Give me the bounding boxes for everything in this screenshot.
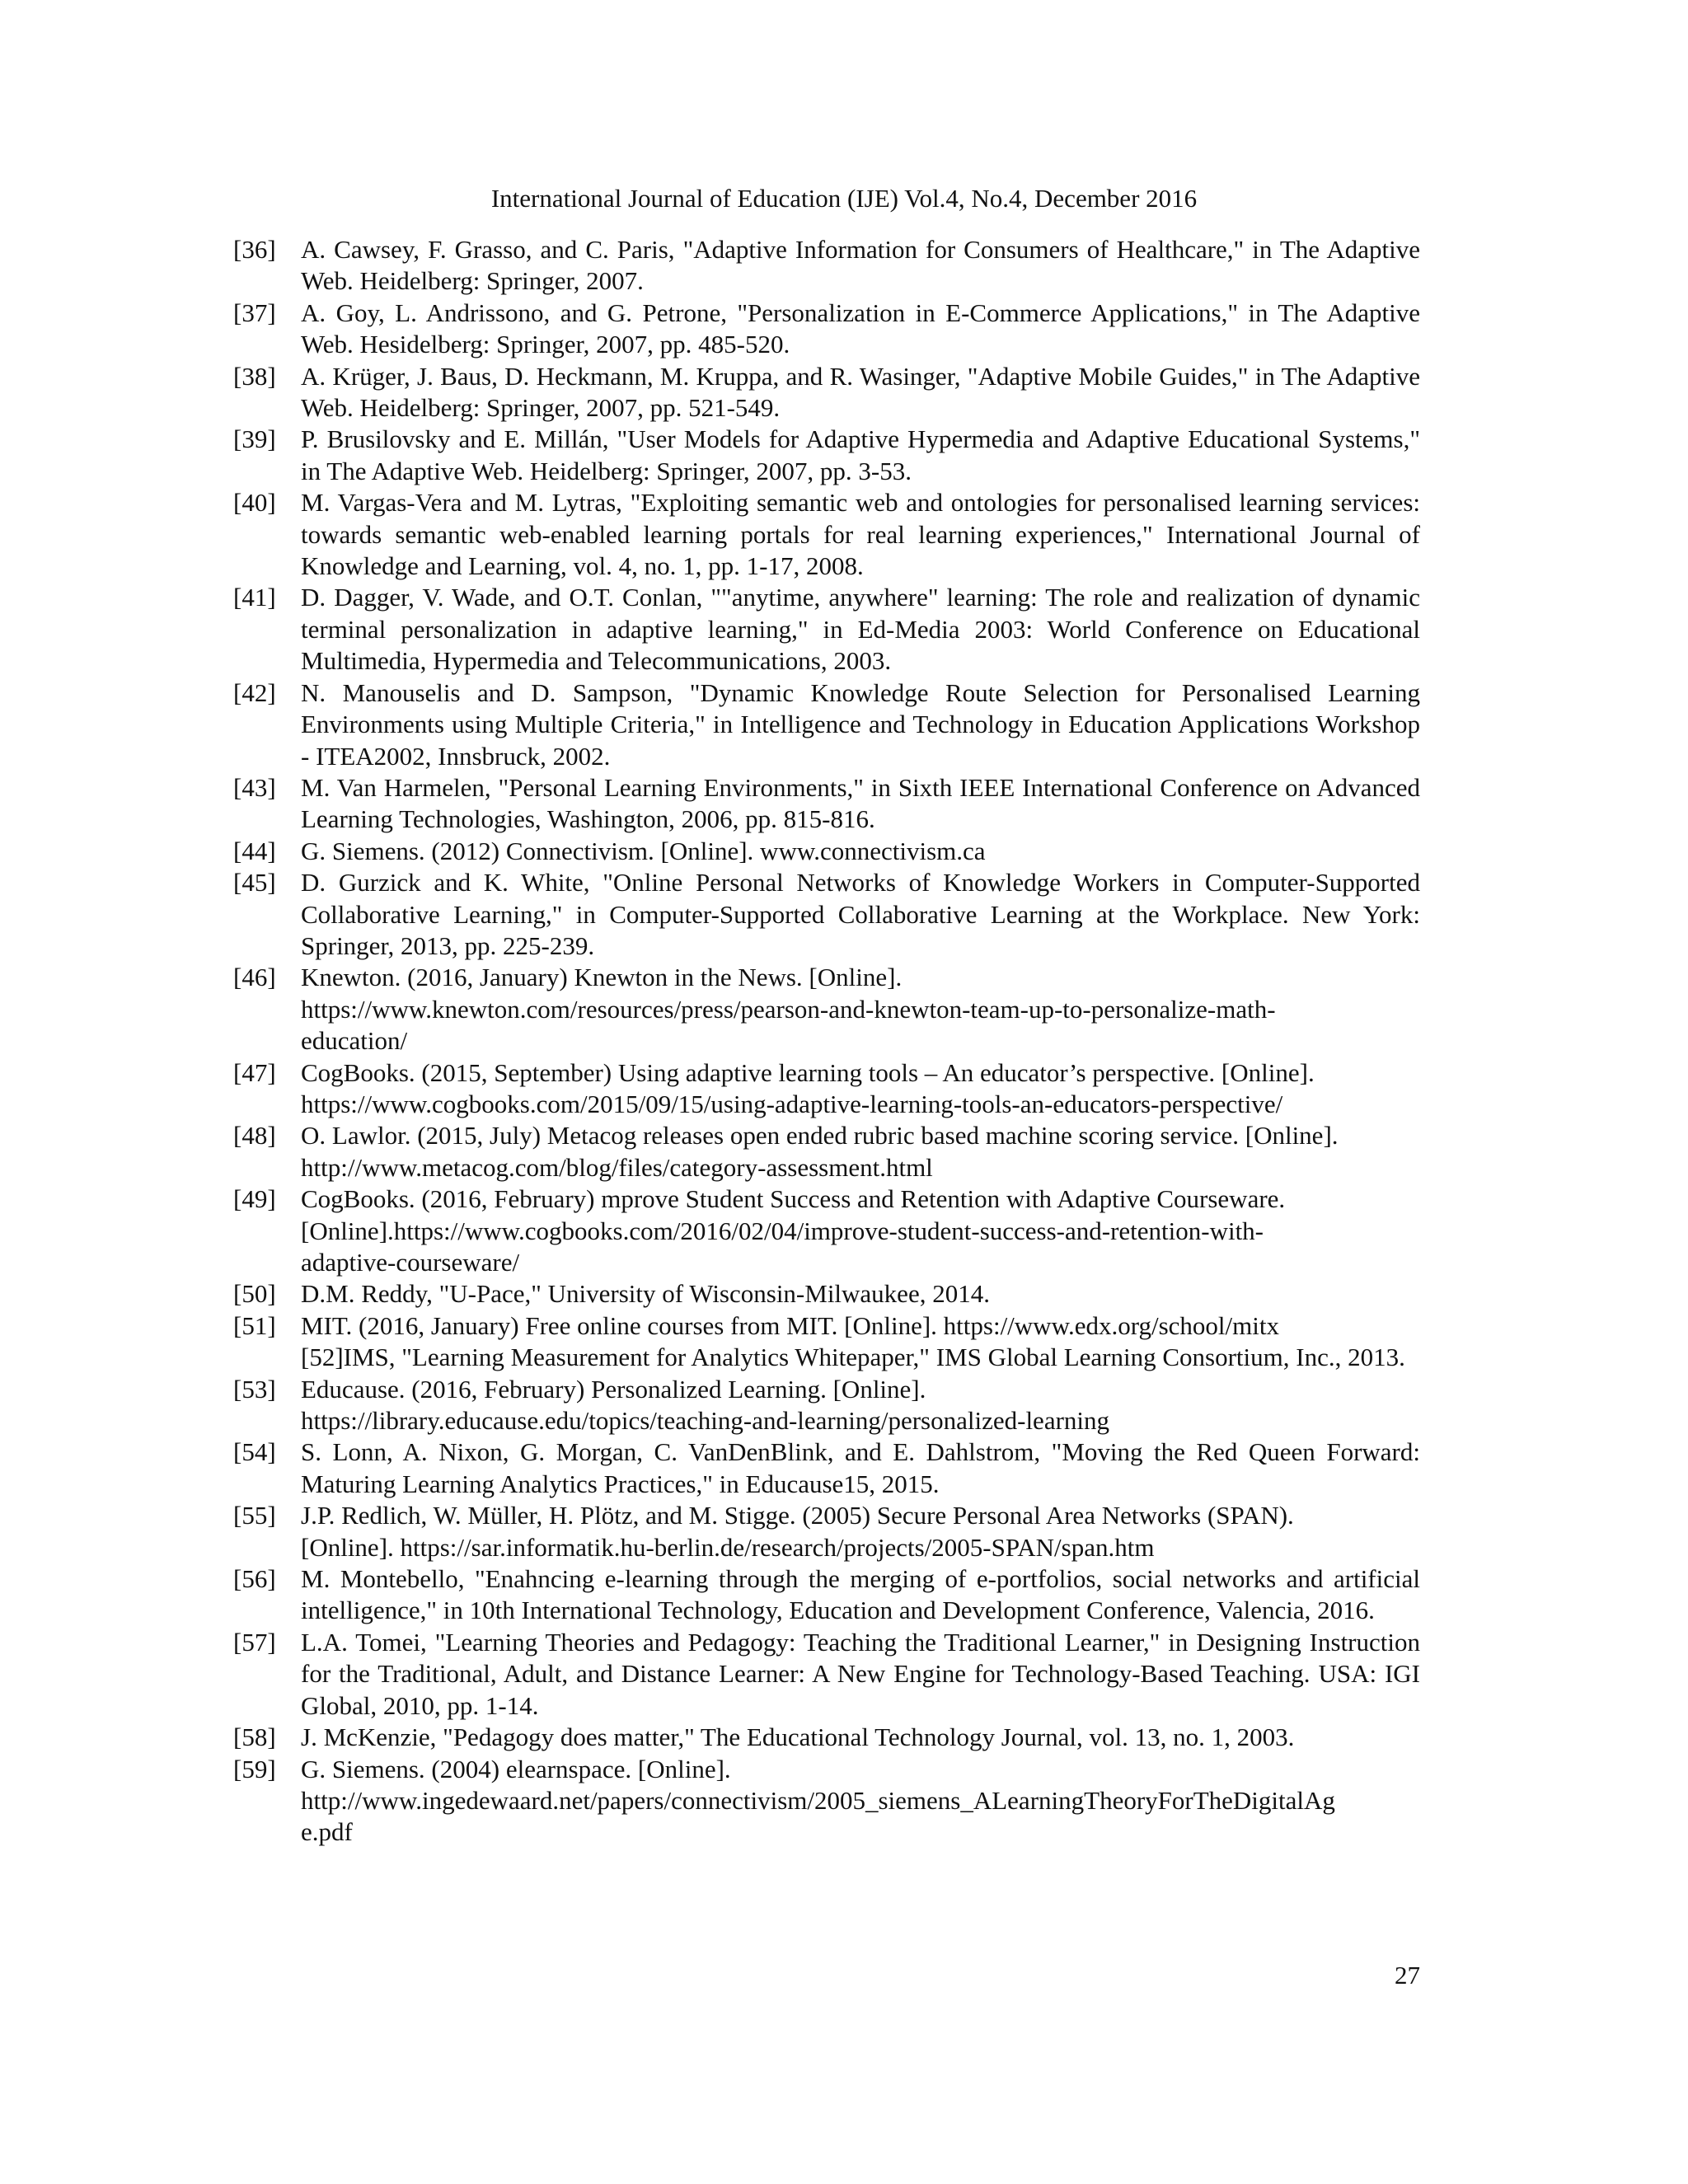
reference-item [233,487,1420,582]
reference-number: [39] [233,424,276,454]
reference-item [233,582,1420,677]
reference-line: Knewton. (2016, January) Knewton in the News. [Online]. [301,963,903,992]
reference-url: http://www.ingedewaard.net/papers/connectivism/2005_siemens_ALearningTheoryForTheDigitalAg [301,1785,1335,1815]
reference-url: http://www.metacog.com/blog/files/category-assessment.html [301,1152,933,1182]
reference-number: [51] [233,1310,276,1340]
reference-number: [48] [233,1121,276,1151]
reference-number: [49] [233,1184,276,1214]
reference-number: [37] [233,298,276,327]
reference-url: https://www.cogbooks.com/2015/09/15/using-adaptive-learning-tools-an-educators-perspective/ [301,1089,1283,1118]
reference-line: Educause. (2016, February) Personalized Learning. [Online]. [301,1374,926,1404]
reference-url: https://library.educause.edu/topics/teaching-and-learning/personalized-learning [301,1406,1110,1436]
page-number: 27 [1395,1961,1420,1990]
reference-number: [59] [233,1754,276,1783]
reference-number: [41] [233,583,276,612]
reference-number: [46] [233,963,276,992]
reference-item [233,1436,1420,1500]
reference-url: adaptive-courseware/ [301,1248,520,1277]
reference-text: S. Lonn, A. Nixon, G. Morgan, C. VanDenBlink, and E. Dahlstrom, "Moving the Red Queen Forward: Maturing Learning Analytics Practices," in Educause15, 2015. [301,1437,1420,1498]
reference-url: [Online].https://www.cogbooks.com/2016/02/04/improve-student-success-and-retention-with- [301,1216,1264,1245]
reference-text: MIT. (2016, January) Free online courses from MIT. [Online]. https://www.edx.org/school/mitx [301,1310,1279,1340]
reference-url: https://www.knewton.com/resources/press/pearson-and-knewton-team-up-to-personalize-math- [301,994,1276,1024]
running-header: International Journal of Education (IJE) Vol.4, No.4, December 2016 [490,184,1198,213]
reference-text: G. Siemens. (2012) Connectivism. [Online]. www.connectivism.ca [301,836,986,865]
reference-item [233,424,1420,487]
reference-url: [Online]. https://sar.informatik.hu-berlin.de/research/projects/2005-SPAN/span.htm [301,1532,1155,1562]
reference-number: [40] [233,488,276,518]
reference-number: [57] [233,1627,276,1657]
reference-url: e.pdf [301,1817,353,1847]
reference-item [233,867,1420,962]
reference-item [233,1722,1420,1753]
reference-text: A. Goy, L. Andrissono, and G. Petrone, "Personalization in E-Commerce Applications," in The Adaptive Web. Hesidelberg: Springer, 2007, pp. 485-520. [301,298,1420,359]
reference-number: [47] [233,1057,276,1087]
reference-item [233,1374,1420,1437]
reference-item [233,234,1420,298]
reference-item [233,1183,1420,1278]
reference-text: A. Cawsey, F. Grasso, and C. Paris, "Adaptive Information for Consumers of Healthcare," in The Adaptive Web. Heidelberg: Springer, 2007. [301,235,1420,296]
reference-number: [38] [233,361,276,391]
reference-number: [42] [233,677,276,707]
reference-embedded-52: [52]IMS, "Learning Measurement for Analytics Whitepaper," IMS Global Learning Consortium, Inc., 2013. [301,1343,1405,1372]
reference-text: D. Gurzick and K. White, "Online Personal Networks of Knowledge Workers in Computer-Supported Collaborative Learning," in Computer-Supported Collaborative Learning at the Workplace. New York: Springer, 2013, pp. 225-239. [301,868,1420,960]
reference-item [233,962,1420,1057]
reference-list [233,234,1420,1849]
reference-text: M. Vargas-Vera and M. Lytras, "Exploiting semantic web and ontologies for personalised learning services: towards semantic web-enabled learning portals for real learning experiences," International Journal of Knowledge and Learning, vol. 4, no. 1, pp. 1-17, 2008. [301,488,1420,581]
reference-text: M. Van Harmelen, "Personal Learning Environments," in Sixth IEEE International Conference on Advanced Learning Technologies, Washington, 2006, pp. 815-816. [301,772,1420,834]
reference-number: [45] [233,868,276,898]
reference-number: [55] [233,1501,276,1530]
reference-item [233,298,1420,361]
reference-number: [54] [233,1437,276,1467]
reference-number: [43] [233,772,276,802]
reference-line: J.P. Redlich, W. Müller, H. Plötz, and M. Stigge. (2005) Secure Personal Area Networks (SPAN). [301,1501,1294,1530]
reference-item [233,1500,1420,1563]
reference-text: M. Montebello, "Enahncing e-learning through the merging of e-portfolios, social networks and artificial intelligence," in 10th International Technology, Education and Development Conference, Valencia, 2016. [301,1564,1420,1625]
reference-number: [53] [233,1374,276,1404]
reference-item [233,836,1420,867]
reference-text: P. Brusilovsky and E. Millán, "User Models for Adaptive Hypermedia and Adaptive Educational Systems," in The Adaptive Web. Heidelberg: Springer, 2007, pp. 3-53. [301,424,1420,485]
reference-number: [36] [233,235,276,264]
reference-line: O. Lawlor. (2015, July) Metacog releases open ended rubric based machine scoring service. [Online]. [301,1121,1339,1151]
reference-text: L.A. Tomei, "Learning Theories and Pedagogy: Teaching the Traditional Learner," in Designing Instruction for the Traditional, Adult, and Distance Learner: A New Engine for Technology-Based Teaching. USA: IGI Global, 2010, pp. 1-14. [301,1627,1420,1720]
reference-text: A. Krüger, J. Baus, D. Heckmann, M. Kruppa, and R. Wasinger, "Adaptive Mobile Guides," in The Adaptive Web. Heidelberg: Springer, 2007, pp. 521-549. [301,361,1420,423]
reference-text: N. Manouselis and D. Sampson, "Dynamic Knowledge Route Selection for Personalised Learning Environments using Multiple Criteria," in Intelligence and Technology in Education Applications Workshop - ITEA2002, Innsbruck, 2002. [301,677,1420,771]
reference-item [233,677,1420,772]
reference-item [233,1627,1420,1722]
reference-item [233,1278,1420,1310]
reference-number: [44] [233,836,276,865]
reference-url: education/ [301,1026,408,1056]
reference-number: [58] [233,1722,276,1752]
reference-text: D. Dagger, V. Wade, and O.T. Conlan, ""anytime, anywhere" learning: The role and realization of dynamic terminal personalization in adaptive learning," in Ed-Media 2003: World Conference on Educational Multimedia, Hypermedia and Telecommunications, 2003. [301,583,1420,676]
reference-line: CogBooks. (2015, September) Using adaptive learning tools – An educator’s perspective. [Online]. [301,1057,1315,1087]
reference-item [233,1563,1420,1627]
reference-item [233,1120,1420,1183]
reference-text: J. McKenzie, "Pedagogy does matter," The Educational Technology Journal, vol. 13, no. 1, 2003. [301,1722,1295,1752]
reference-line: CogBooks. (2016, February) mprove Student Success and Retention with Adaptive Courseware. [301,1184,1286,1214]
reference-number: [56] [233,1564,276,1594]
reference-item [233,772,1420,836]
reference-line: G. Siemens. (2004) elearnspace. [Online]. [301,1754,731,1783]
reference-item [233,1057,1420,1121]
reference-text: D.M. Reddy, "U-Pace," University of Wisconsin-Milwaukee, 2014. [301,1279,990,1309]
reference-number: [50] [233,1279,276,1309]
reference-item [233,361,1420,424]
reference-item [233,1310,1420,1374]
reference-item [233,1754,1420,1849]
